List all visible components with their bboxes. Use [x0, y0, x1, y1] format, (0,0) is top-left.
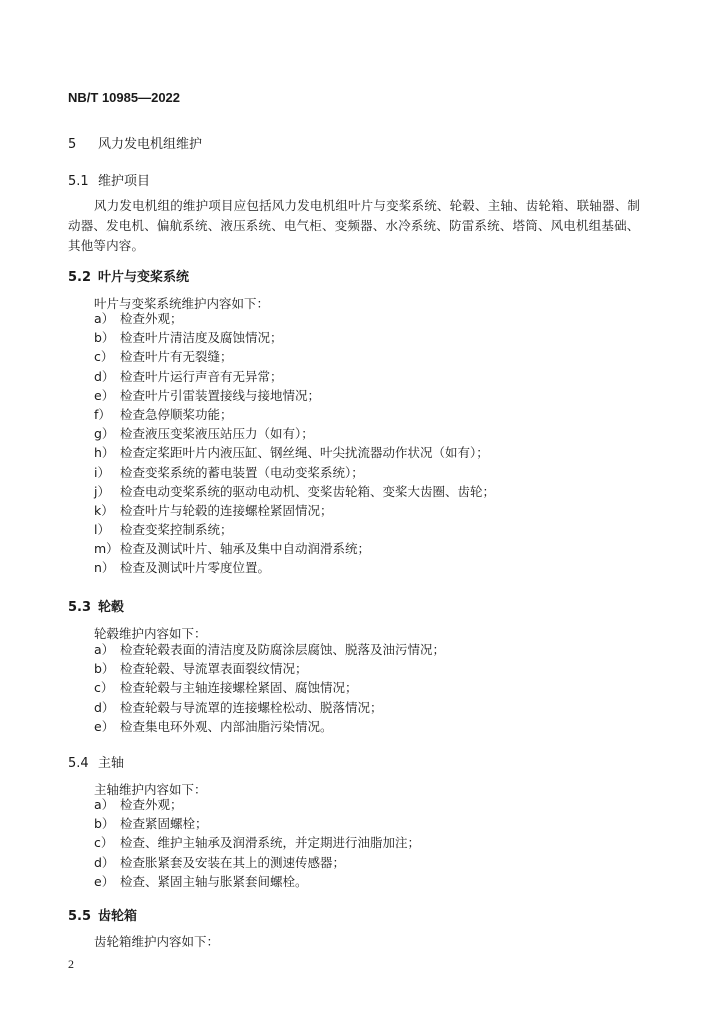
item-marker: a） [94, 311, 115, 326]
section-5-3-list [94, 640, 445, 736]
item-marker: c） [94, 680, 114, 696]
section-title: 维护项目 [98, 174, 151, 189]
section-5-5-heading [68, 905, 137, 924]
list-item [94, 833, 420, 852]
item-marker: e） [94, 873, 115, 889]
item-marker: c） [94, 835, 114, 851]
item-text: 检查紧固螺栓； [120, 816, 208, 832]
item-marker: k） [94, 502, 114, 518]
section-5-3-heading [68, 596, 124, 615]
section-5-4-heading [68, 752, 124, 771]
page-number: 2 [68, 957, 74, 971]
item-text: 检查液压变桨液压站压力（如有）； [120, 426, 314, 442]
item-text: 检查、紧固主轴与胀紧套间螺栓。 [120, 873, 308, 889]
item-text: 检查定桨距叶片内液压缸、钢丝绳、叶尖扰流器动作状况（如有）； [120, 445, 489, 461]
item-marker: m） [94, 541, 119, 557]
list-item [94, 501, 495, 520]
item-marker: c） [94, 349, 114, 365]
section-title: 叶片与变桨系统 [98, 270, 190, 285]
item-text: 检查变桨系统的蓄电装置（电动变桨系统）； [120, 464, 364, 480]
list-item [94, 405, 495, 424]
section-5-1-paragraph [68, 196, 654, 256]
item-marker: d） [94, 368, 115, 384]
item-text: 检查轮毂、导流罩表面裂纹情况； [120, 661, 308, 677]
section-5-4-intro: 主轴维护内容如下： [94, 782, 207, 797]
item-marker: e） [94, 718, 115, 734]
list-item [94, 443, 495, 462]
item-text: 检查轮毂表面的清洁度及防腐涂层腐蚀、脱落及油污情况； [120, 642, 446, 657]
list-item [94, 386, 495, 405]
section-title: 主轴 [98, 756, 125, 771]
list-item [94, 520, 495, 539]
item-text: 检查胀紧套及安装在其上的测速传感器； [120, 854, 346, 870]
list-item [94, 659, 445, 678]
paragraph-line: 其他等内容。 [68, 238, 145, 253]
item-text: 检查外观； [120, 797, 183, 812]
item-marker: a） [94, 642, 115, 657]
item-marker: l） [94, 522, 110, 538]
list-item [94, 795, 420, 814]
section-title: 风力发电机组维护 [98, 137, 203, 152]
section-title: 齿轮箱 [98, 909, 138, 924]
list-item [94, 872, 420, 891]
item-marker: g） [94, 426, 115, 442]
list-item [94, 717, 445, 736]
item-text: 检查轮毂与主轴连接螺栓紧固、腐蚀情况； [120, 680, 358, 696]
item-marker: j） [94, 483, 110, 499]
item-text: 检查外观； [120, 311, 183, 326]
list-item [94, 558, 495, 577]
section-number: 5.4 [68, 756, 89, 771]
item-marker: b） [94, 816, 115, 832]
section-5-heading [68, 133, 202, 152]
item-text: 检查叶片运行声音有无异常； [120, 368, 283, 384]
list-item [94, 539, 495, 558]
section-5-1-heading [68, 170, 150, 189]
section-number: 5 [68, 137, 77, 152]
item-text: 检查及测试叶片、轴承及集中自动润滑系统； [120, 541, 371, 557]
item-marker: n） [94, 560, 115, 576]
section-number: 5.2 [68, 270, 92, 285]
item-text: 检查、维护主轴承及润滑系统，并定期进行油脂加注； [120, 835, 421, 851]
item-marker: e） [94, 387, 115, 403]
item-text: 检查叶片有无裂缝； [120, 349, 233, 365]
item-text: 检查电动变桨系统的驱动电动机、变桨齿轮箱、变桨大齿圈、齿轮； [120, 483, 496, 499]
paragraph-line: 动器、发电机、偏航系统、液压系统、电气柜、变频器、水冷系统、防雷系统、塔筒、风电机组基础、 [68, 218, 640, 233]
section-number: 5.1 [68, 174, 89, 189]
section-5-4-list [94, 795, 420, 891]
list-item [94, 678, 445, 697]
list-item [94, 328, 495, 347]
item-marker: b） [94, 661, 115, 677]
list-item [94, 463, 495, 482]
list-item [94, 853, 420, 872]
section-number: 5.3 [68, 600, 92, 615]
item-marker: h） [94, 445, 115, 461]
item-marker: f） [94, 406, 111, 422]
section-number: 5.5 [68, 909, 92, 924]
item-marker: b） [94, 330, 115, 346]
item-text: 检查变桨控制系统； [120, 522, 233, 538]
item-marker: d） [94, 854, 115, 870]
item-text: 检查叶片清洁度及腐蚀情况； [120, 330, 283, 346]
item-text: 检查急停顺桨功能； [120, 406, 233, 422]
list-item [94, 424, 495, 443]
list-item [94, 347, 495, 366]
item-text: 检查叶片与轮毂的连接螺栓紧固情况； [120, 502, 333, 518]
list-item [94, 367, 495, 386]
item-text: 检查集电环外观、内部油脂污染情况。 [120, 718, 333, 734]
item-marker: a） [94, 797, 115, 812]
standard-code: NB/T 10985—2022 [68, 90, 181, 105]
list-item [94, 482, 495, 501]
section-5-3-intro: 轮毂维护内容如下： [94, 626, 207, 641]
section-5-5-intro: 齿轮箱维护内容如下： [94, 934, 220, 949]
item-text: 检查叶片引雷装置接线与接地情况； [120, 387, 321, 403]
list-item [94, 814, 420, 833]
list-item [94, 640, 445, 659]
list-item [94, 698, 445, 717]
section-5-2-list [94, 309, 495, 578]
paragraph-line: 风力发电机组的维护项目应包括风力发电机组叶片与变桨系统、轮毂、主轴、齿轮箱、联轴器、制 [94, 198, 641, 213]
item-text: 检查轮毂与导流罩的连接螺栓松动、脱落情况； [120, 699, 383, 715]
section-5-2-intro: 叶片与变桨系统维护内容如下： [94, 296, 270, 311]
section-title: 轮毂 [98, 600, 125, 615]
item-text: 检查及测试叶片零度位置。 [120, 560, 271, 576]
list-item [94, 309, 495, 328]
item-marker: d） [94, 699, 115, 715]
section-5-2-heading [68, 266, 189, 285]
item-marker: i） [94, 464, 110, 480]
